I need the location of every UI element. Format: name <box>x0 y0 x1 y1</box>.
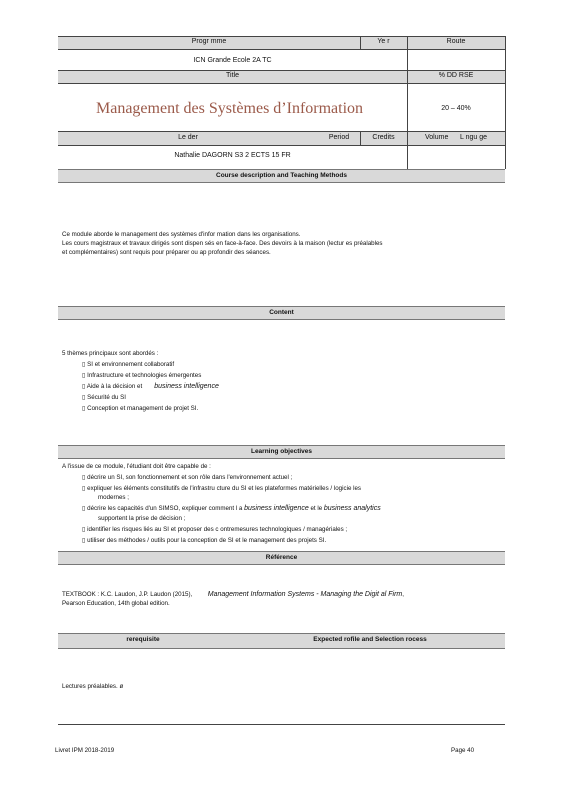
programme-value: ICN Grande Ecole 2A TC <box>193 57 272 64</box>
objective-item-2: ▯ expliquer les éléments constitutifs de l'infrastru cture du SI et les plateformes matérielles / logicie les <box>82 485 362 492</box>
objective-item-4: ▯ identifier les risques liés au SI et proposer des c ontremesures technologiques / managériales ; <box>82 526 348 533</box>
content-item-5: ▯ Conception et management de projet SI. <box>82 405 199 412</box>
table-rule <box>58 49 505 50</box>
table-divider <box>360 131 361 145</box>
content-item-4: ▯ Sécurité du SI <box>82 394 126 401</box>
rse-value: 20 – 40% <box>441 105 471 112</box>
volume-language-label <box>407 132 505 144</box>
bottom-rule <box>58 724 505 725</box>
prereq-value: Lectures préalables. ø <box>62 683 124 690</box>
rse-label: % DD RSE <box>438 72 474 79</box>
programme-label: Progr mme <box>191 38 227 45</box>
title-label: Title <box>226 72 239 79</box>
leader-label: Le der <box>178 134 198 141</box>
objective-item-5: ▯ utiliser des méthodes / outils pour la conception de SI et le management des projets SI. <box>82 537 327 544</box>
section-heading-course: Course description and Teaching Methods <box>58 169 505 183</box>
section-heading-objectives: Learning objectives <box>58 445 505 459</box>
objective-item-3-cont: supportent la prise de décision ; <box>98 515 186 522</box>
expected-profile-heading: Expected rofile and Selection rocess <box>313 636 427 643</box>
prereq-heading: rerequisite <box>126 636 160 643</box>
footer-left: Livret IPM 2018-2019 <box>55 747 115 754</box>
language-label: L ngu ge <box>460 134 488 141</box>
table-rule <box>58 70 505 71</box>
credits-label: Credits <box>372 134 395 141</box>
course-title: Management des Systèmes d’Information <box>96 100 364 117</box>
leader-values: Nathalie DAGORN S3 2 ECTS 15 FR <box>174 152 291 159</box>
content-item-1: ▯ SI et environnement collaboratif <box>82 361 175 368</box>
section-heading-content: Content <box>58 306 505 320</box>
course-line-3: et complémentaires) sont requis pour préparer ou ap profondir des séances. <box>62 249 271 256</box>
objective-item-3: ▯ décrire les capacités d'un SIMSO, expliquer comment l a business intelligence et le business analytics <box>82 505 381 512</box>
content-intro: 5 thèmes principaux sont abordés : <box>62 350 159 357</box>
table-border-top <box>58 36 505 37</box>
year-label: Ye r <box>377 38 390 45</box>
table-rule <box>58 131 505 132</box>
objective-item-1: ▯ décrire un SI, son fonctionnement et son rôle dans l'environnement actuel ; <box>82 474 293 481</box>
objectives-intro: A l'issue de ce module, l'étudiant doit être capable de : <box>62 463 211 470</box>
table-divider <box>407 36 408 169</box>
footer-page: Page 40 <box>451 747 475 754</box>
section-heading-reference: Référence <box>58 551 505 565</box>
content-item-2: ▯ Infrastructure et technologies émergentes <box>82 372 202 379</box>
course-line-1: Ce module aborde le management des systèmes d'infor mation dans les organisations. <box>62 231 301 238</box>
objective-item-2-cont: modernes ; <box>98 494 129 501</box>
route-label: Route <box>446 38 466 45</box>
period-label: Period <box>328 134 350 141</box>
reference-line-1: TEXTBOOK : K.C. Laudon, J.P. Laudon (2015), Management Information Systems - Managing the Digit al Firm, <box>62 591 404 598</box>
table-rule <box>58 145 505 146</box>
reference-line-2: Pearson Education, 14th global edition. <box>62 600 170 607</box>
volume-label: Volume <box>424 134 449 141</box>
table-rule <box>58 83 505 84</box>
course-line-2: Les cours magistraux et travaux dirigés sont dispen sés en face-à-face. Des devoirs à la maison (lectur es préalables <box>62 240 383 247</box>
table-divider <box>360 36 361 49</box>
content-item-3: ▯ Aide à la décision et business intelligence <box>82 383 219 390</box>
table-divider <box>505 36 506 169</box>
